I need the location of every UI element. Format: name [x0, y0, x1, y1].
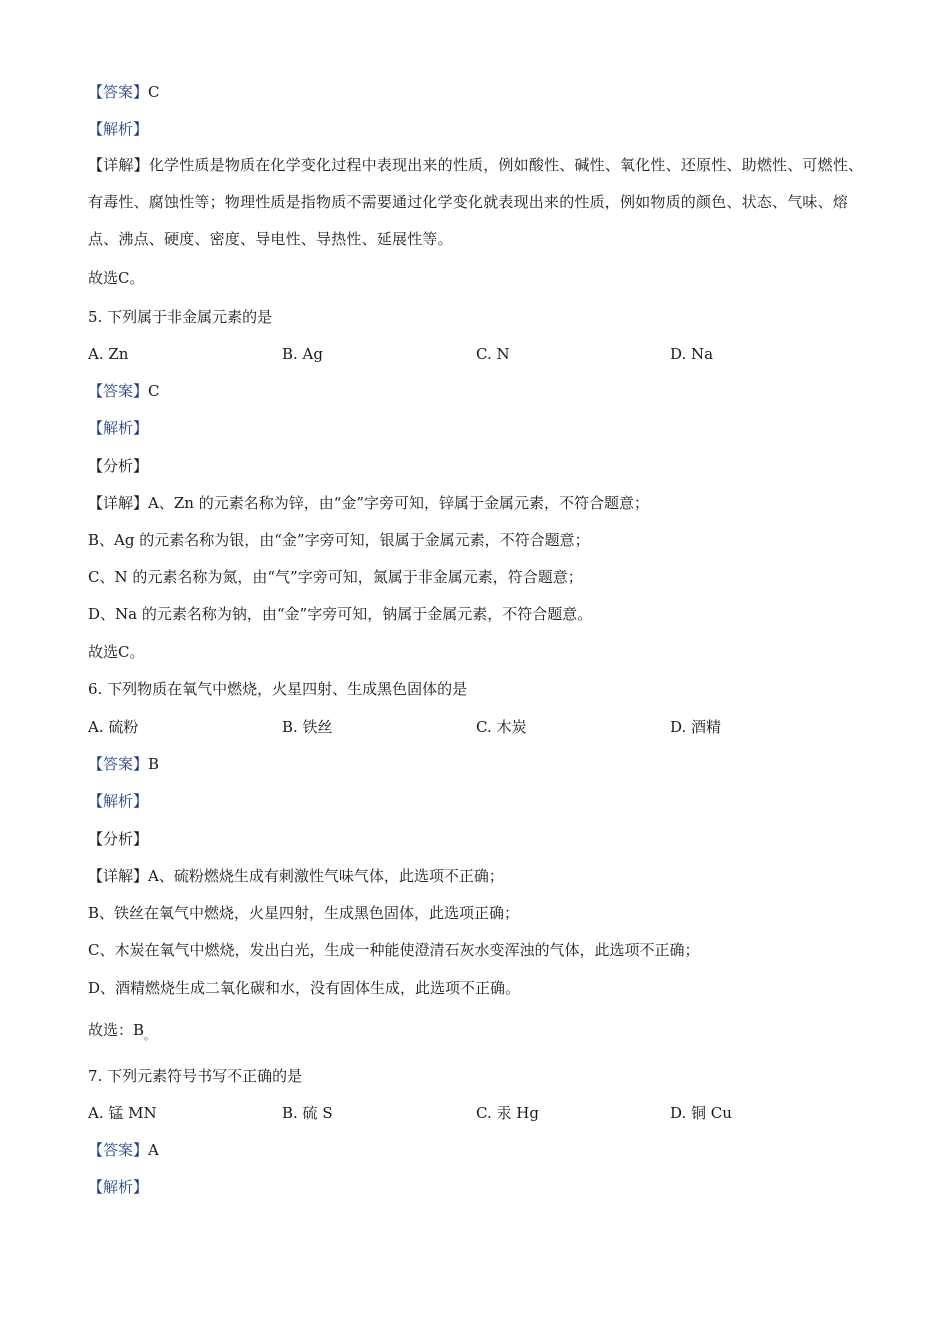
q7-answer: 【答案】A: [88, 1141, 159, 1159]
q7-option-d: D. 铜 Cu: [670, 1104, 732, 1122]
q6-detail-line: D、酒精燃烧生成二氧化碳和水，没有固体生成，此选项不正确。: [88, 979, 521, 997]
q6-option-b: B. 铁丝: [282, 718, 333, 736]
q6-conclusion: 故选：$B_。$: [88, 1021, 156, 1042]
q5-question: 5. 下列属于非金属元素的是: [88, 308, 273, 326]
q6-option-d: D. 酒精: [670, 718, 722, 736]
q5-option-a: A. Zn: [88, 345, 129, 363]
q4-detail: 【详解】化学性质是物质在化学变化过程中表现出来的性质，例如酸性、碱性、氧化性、还原性、助燃性、可燃性、有毒性、腐蚀性等；物理性质是指物质不需要通过化学变化就表现出来的性质，例如物质的颜色、状态、气味、熔点、沸点、硬度、密度、导电性、导热性、延展性等。: [88, 156, 864, 248]
q7-option-c: C. 汞 Hg: [476, 1104, 539, 1122]
q6-answer: 【答案】B: [88, 755, 160, 773]
q7-analysis-heading: 【解析】: [88, 1178, 149, 1196]
q5-conclusion: 故选C。: [88, 643, 145, 661]
q5-answer: 【答案】C: [88, 382, 160, 400]
q5-option-d: D. Na: [670, 345, 714, 363]
q7-option-b: B. 硫 S: [282, 1104, 333, 1122]
q4-analysis-heading: 【解析】: [88, 120, 149, 138]
q7-question: 7. 下列元素符号书写不正确的是: [88, 1067, 303, 1085]
q7-option-a: A. 锰 MN: [88, 1104, 157, 1122]
q5-detail-line: D、Na 的元素名称为钠，由“金”字旁可知，钠属于金属元素，不符合题意。: [88, 605, 593, 623]
q4-conclusion: 故选C。: [88, 269, 145, 287]
q5-detail-line: B、Ag 的元素名称为银，由“金”字旁可知，银属于金属元素，不符合题意；: [88, 531, 590, 549]
q6-detail-line: 【详解】A、硫粉燃烧生成有刺激性气味气体，此选项不正确；: [88, 867, 504, 885]
q6-analyze-heading: 【分析】: [88, 830, 149, 848]
q6-detail-line: C、木炭在氧气中燃烧，发出白光，生成一种能使澄清石灰水变浑浊的气体，此选项不正确；: [88, 941, 700, 959]
q6-option-a: A. 硫粉: [88, 718, 139, 736]
q5-option-c: C. N: [476, 345, 510, 363]
q6-question: 6. 下列物质在氧气中燃烧，火星四射、生成黑色固体的是: [88, 680, 468, 698]
q6-option-c: C. 木炭: [476, 718, 527, 736]
q4-answer: 【答案】C: [88, 83, 160, 101]
q5-analyze-heading: 【分析】: [88, 457, 149, 475]
q5-detail-line: 【详解】A、Zn 的元素名称为锌，由“金”字旁可知，锌属于金属元素，不符合题意；: [88, 494, 650, 512]
q6-analysis-heading: 【解析】: [88, 792, 149, 810]
q5-option-b: B. Ag: [282, 345, 323, 363]
q5-detail-line: C、N 的元素名称为氮，由“气”字旁可知，氮属于非金属元素，符合题意；: [88, 568, 583, 586]
q6-detail-line: B、铁丝在氧气中燃烧，火星四射，生成黑色固体，此选项正确；: [88, 904, 520, 922]
q5-analysis-heading: 【解析】: [88, 419, 149, 437]
